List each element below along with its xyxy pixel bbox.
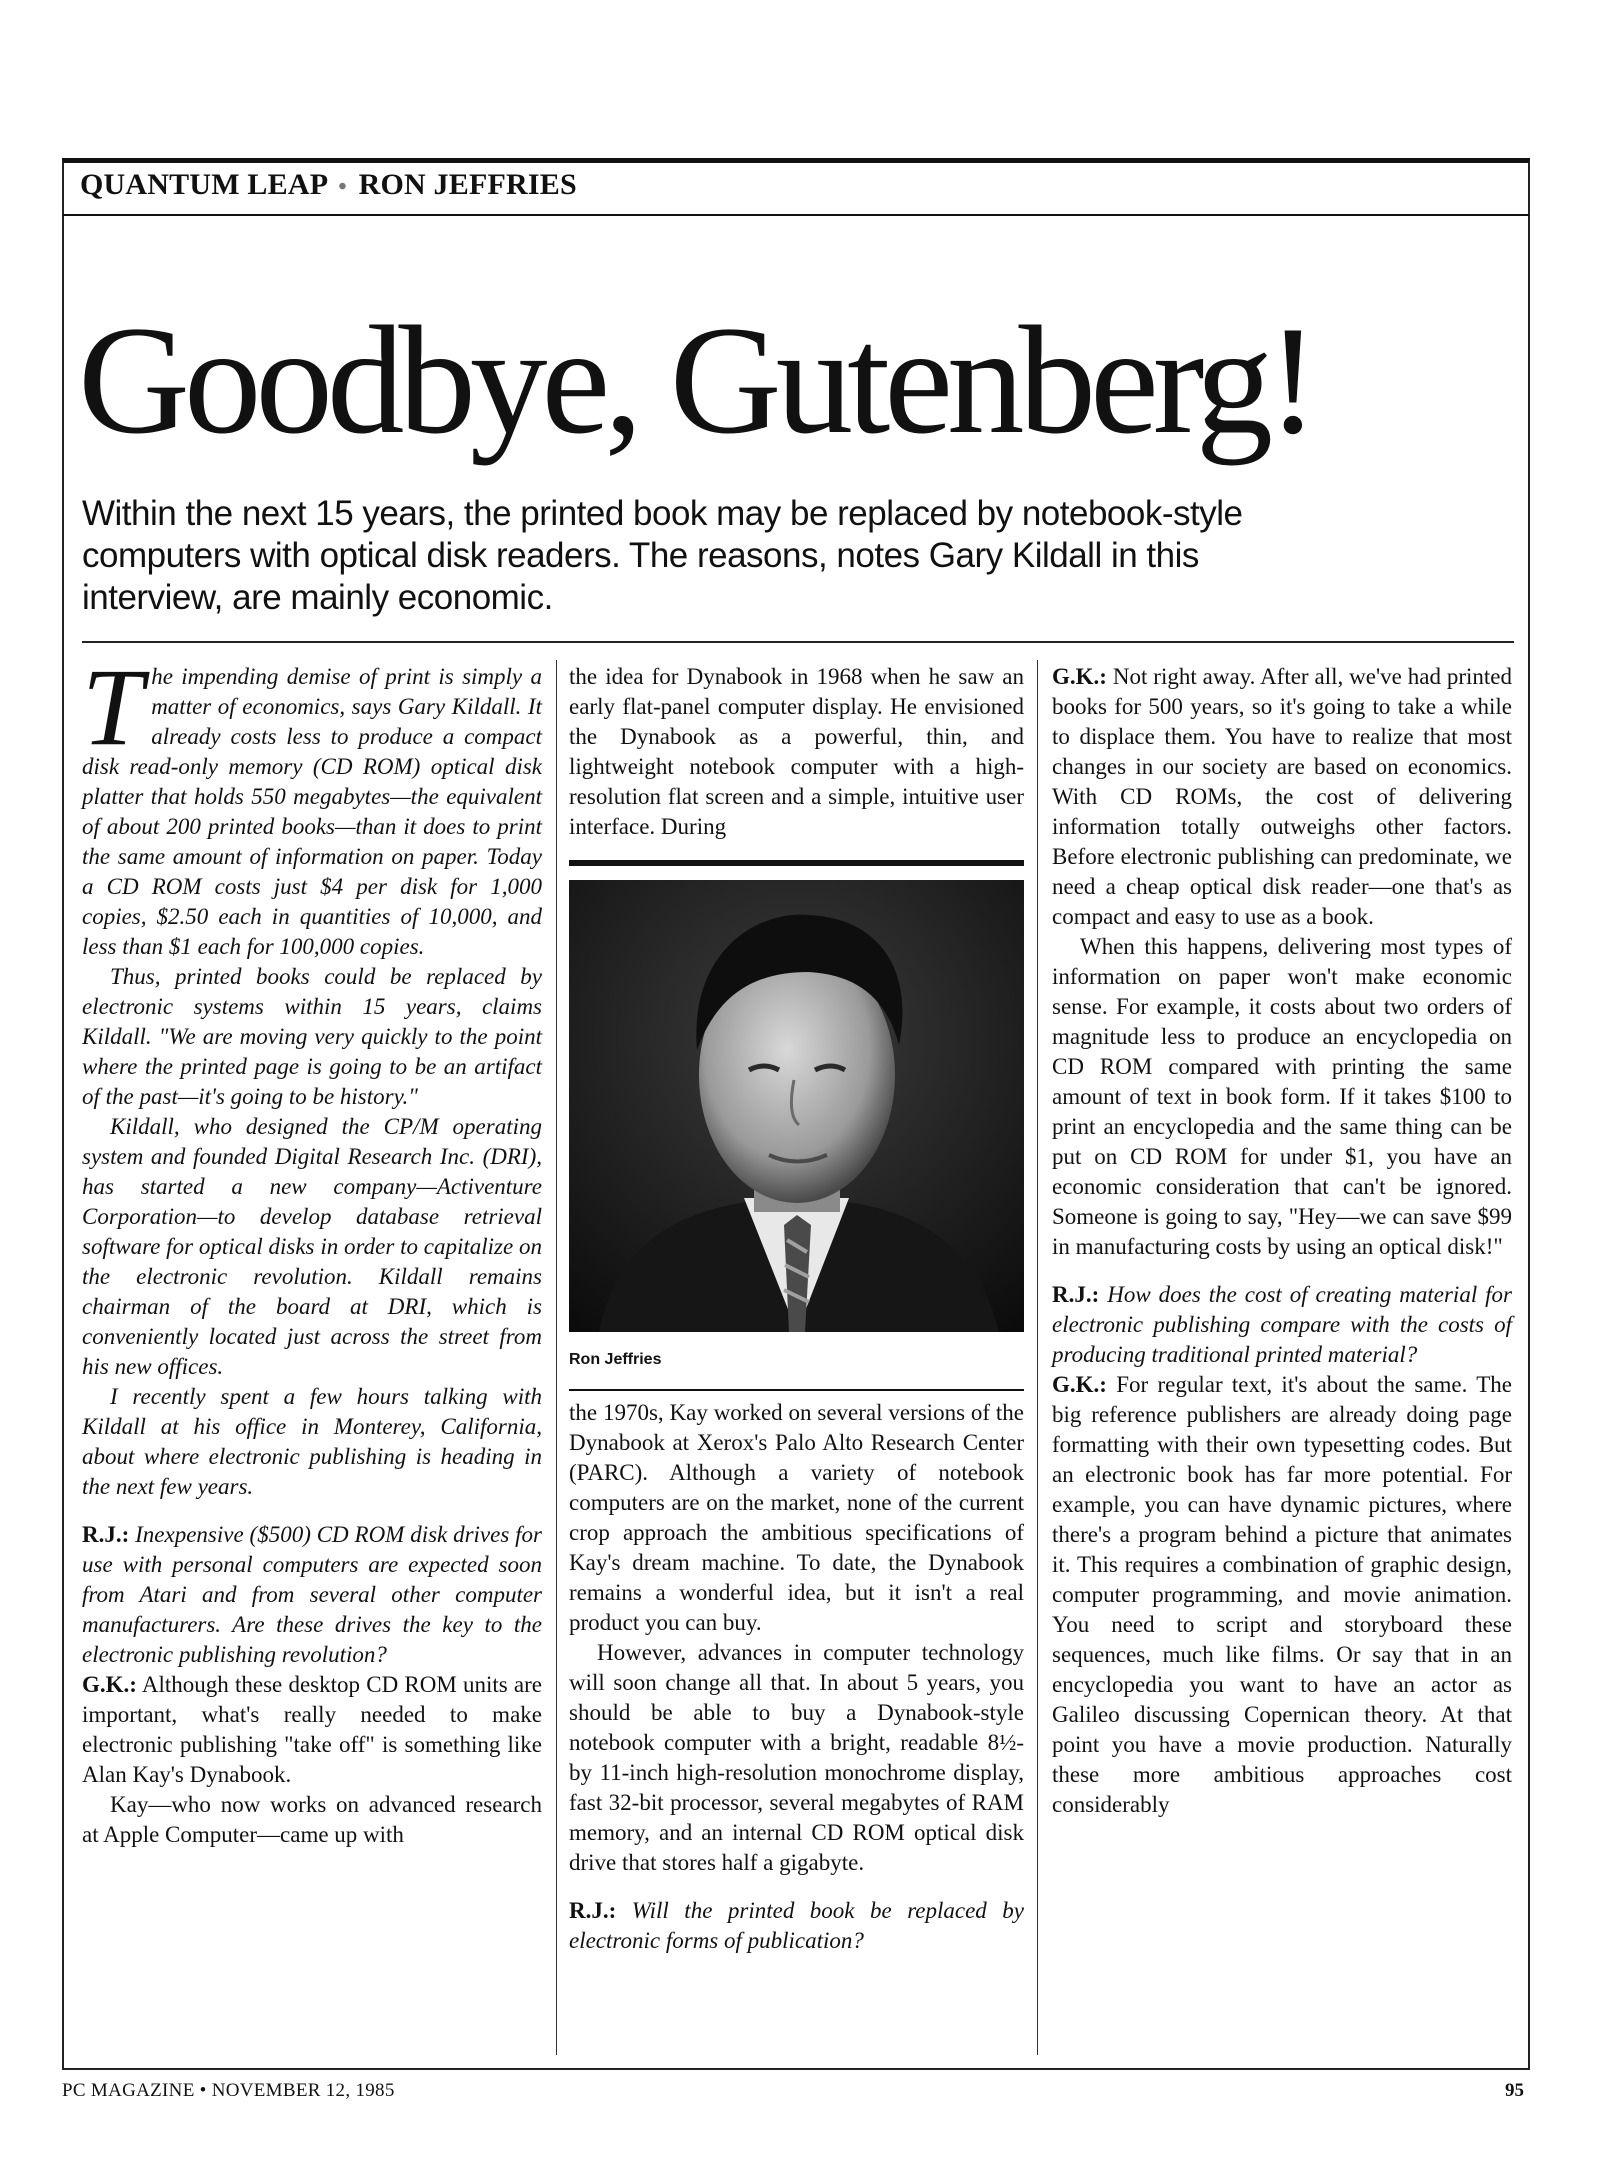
body-paragraph: the 1970s, Kay worked on several versions of the Dynabook at Xerox's Palo Alto Research Center (PARC). Although a variety of notebook computers are on the market, none of the current crop approach the ambitious specifications of Kay's dream machine. To date, the Dynabook remains a wonderful idea, but it isn't a real product you can buy. — [569, 1400, 1024, 1635]
answer-2 — [1052, 662, 1512, 932]
section-kicker — [80, 168, 577, 202]
column-2-top — [569, 662, 1024, 842]
answer-3 — [1052, 1370, 1512, 1820]
portrait-image — [569, 880, 1024, 1332]
column-2-bottom — [569, 1398, 1024, 1956]
question-1-tag: R.J.: — [82, 1522, 130, 1547]
column-rule-2 — [1037, 660, 1038, 2055]
drop-cap: T — [82, 646, 144, 768]
body-paragraph: Kay—who now works on advanced research at Apple Computer—came up with — [82, 1792, 542, 1847]
byline: RON JEFFRIES — [358, 168, 577, 201]
section-name: QUANTUM LEAP — [80, 168, 327, 201]
author-photo — [569, 880, 1024, 1332]
intro-paragraph-2: Thus, printed books could be replaced by electronic systems within 15 years, claims Kildall. "We are moving very quickly to the point where the printed page is going to be an artifact of the past—it's going to be history." — [82, 964, 542, 1109]
intro-paragraph-3: Kildall, who designed the CP/M operating system and founded Digital Research Inc. (DRI), has started a new company—Activenture Corporation—to develop database retrieval software for optical disks in order to capitalize on the electronic revolution. Kildall remains chairman of the board at DRI, which is conveniently located just across the street from his new offices. — [82, 1114, 542, 1379]
deck-rule — [82, 641, 1514, 643]
question-2 — [569, 1896, 1024, 1956]
question-2-tag: R.J.: — [569, 1898, 617, 1923]
article-deck: Within the next 15 years, the printed book may be replaced by notebook-style computers with optical disk readers. The reasons, notes Gary Kildall in this interview, are mainly economic. — [82, 494, 1243, 617]
page-number: 95 — [1505, 2080, 1524, 2101]
caption-rule — [569, 1389, 1024, 1391]
answer-3-tag: G.K.: — [1052, 1372, 1107, 1397]
article-title: Goodbye, Gutenberg! — [78, 294, 1313, 466]
question-2-text: Will the printed book be replaced by electronic forms of publication? — [569, 1898, 1024, 1953]
column-3 — [1052, 662, 1512, 1820]
question-1 — [82, 1520, 542, 1670]
photo-top-rule — [569, 860, 1024, 866]
photo-caption: Ron Jeffries — [569, 1351, 662, 1368]
answer-2-text: Not right away. After all, we've had printed books for 500 years, so it's going to take a while to displace them. You have to realize that most changes in our society are based on economics. With CD ROMs, the cost of delivering information totally outweighs other factors. Before electronic publishing can predominate, we need a cheap optical disk reader—one that's as compact and easy to use as a book. — [1052, 664, 1513, 929]
intro-paragraph-4: I recently spent a few hours talking with Kildall at his office in Monterey, California, about where electronic publishing is heading in the next few years. — [82, 1384, 542, 1499]
question-3-tag: R.J.: — [1052, 1282, 1100, 1307]
footer-publication — [62, 2080, 395, 2102]
body-paragraph: However, advances in computer technology will soon change all that. In about 5 years, you should be able to buy a Dynabook-style notebook computer with a bright, readable 8½- by 11-inch high-resolution monochrome display, fast 32-bit processor, several megabytes of RAM memory, and an internal CD ROM optical disk drive that stores half a gigabyte. — [569, 1640, 1024, 1875]
intro-text: he impending demise of print is simply a matter of economics, says Gary Kildall. It already costs less to produce a compact disk read-only memory (CD ROM) optical disk platter that holds 550 megabytes—the equivalent of about 200 printed books—than it does to print the same amount of information on paper. Today a CD ROM costs just $4 per disk for 1,000 copies, $2.50 each in quantities of 10,000, and less than $1 each for 100,000 copies. — [82, 664, 542, 959]
footer-separator: • — [199, 2080, 207, 2101]
body-paragraph: When this happens, delivering most types of information on paper won't make economic sense. For example, it costs about two orders of magnitude less to produce an encyclopedia on CD ROM compared with printing the same amount of text in book form. If it takes $100 to print an encyclopedia and the same thing can be put on CD ROM for under $1, you have an economic consideration that can't be ignored. Someone is going to say, "Hey—we can save $99 in manufacturing costs by using an optical disk!" — [1052, 934, 1512, 1259]
question-3-text: How does the cost of creating material for electronic publishing compare with the costs of producing traditional printed material? — [1052, 1282, 1512, 1367]
body-paragraph: the idea for Dynabook in 1968 when he saw an early flat-panel computer display. He envisioned the Dynabook as a powerful, thin, and lightweight notebook computer with a high-resolution flat screen and a simple, intuitive user interface. During — [569, 664, 1024, 839]
answer-1-tag: G.K.: — [82, 1672, 137, 1697]
answer-3-text: For regular text, it's about the same. The big reference publishers are already doing page formatting with their own typesetting codes. But an electronic book has far more potential. For example, you can have dynamic pictures, where there's a program behind a picture that animates it. This requires a combination of graphic design, computer programming, and movie animation. You need to script and storyboard these sequences, much like films. Or say that in an encyclopedia you want to have an actor as Galileo discussing Copernican theory. At that point you have a movie production. Naturally these more ambitious approaches cost considerably — [1052, 1372, 1512, 1817]
column-1 — [82, 646, 543, 1850]
answer-1 — [82, 1670, 542, 1790]
issue-date: NOVEMBER 12, 1985 — [211, 2080, 395, 2101]
intro-paragraph — [82, 646, 542, 962]
kicker-separator: • — [338, 174, 347, 200]
column-rule-1 — [556, 660, 557, 2055]
publication-name: PC MAGAZINE — [62, 2080, 195, 2101]
question-3 — [1052, 1280, 1512, 1370]
question-1-text: Inexpensive ($500) CD ROM disk drives for use with personal computers are expected soon from Atari and from several other computer manufacturers. Are these drives the key to the electronic publishing revolution? — [82, 1522, 542, 1667]
answer-1-text: Although these desktop CD ROM units are important, what's really needed to make electronic publishing "take off" is something like Alan Kay's Dynabook. — [82, 1672, 543, 1787]
answer-2-tag: G.K.: — [1052, 664, 1107, 689]
